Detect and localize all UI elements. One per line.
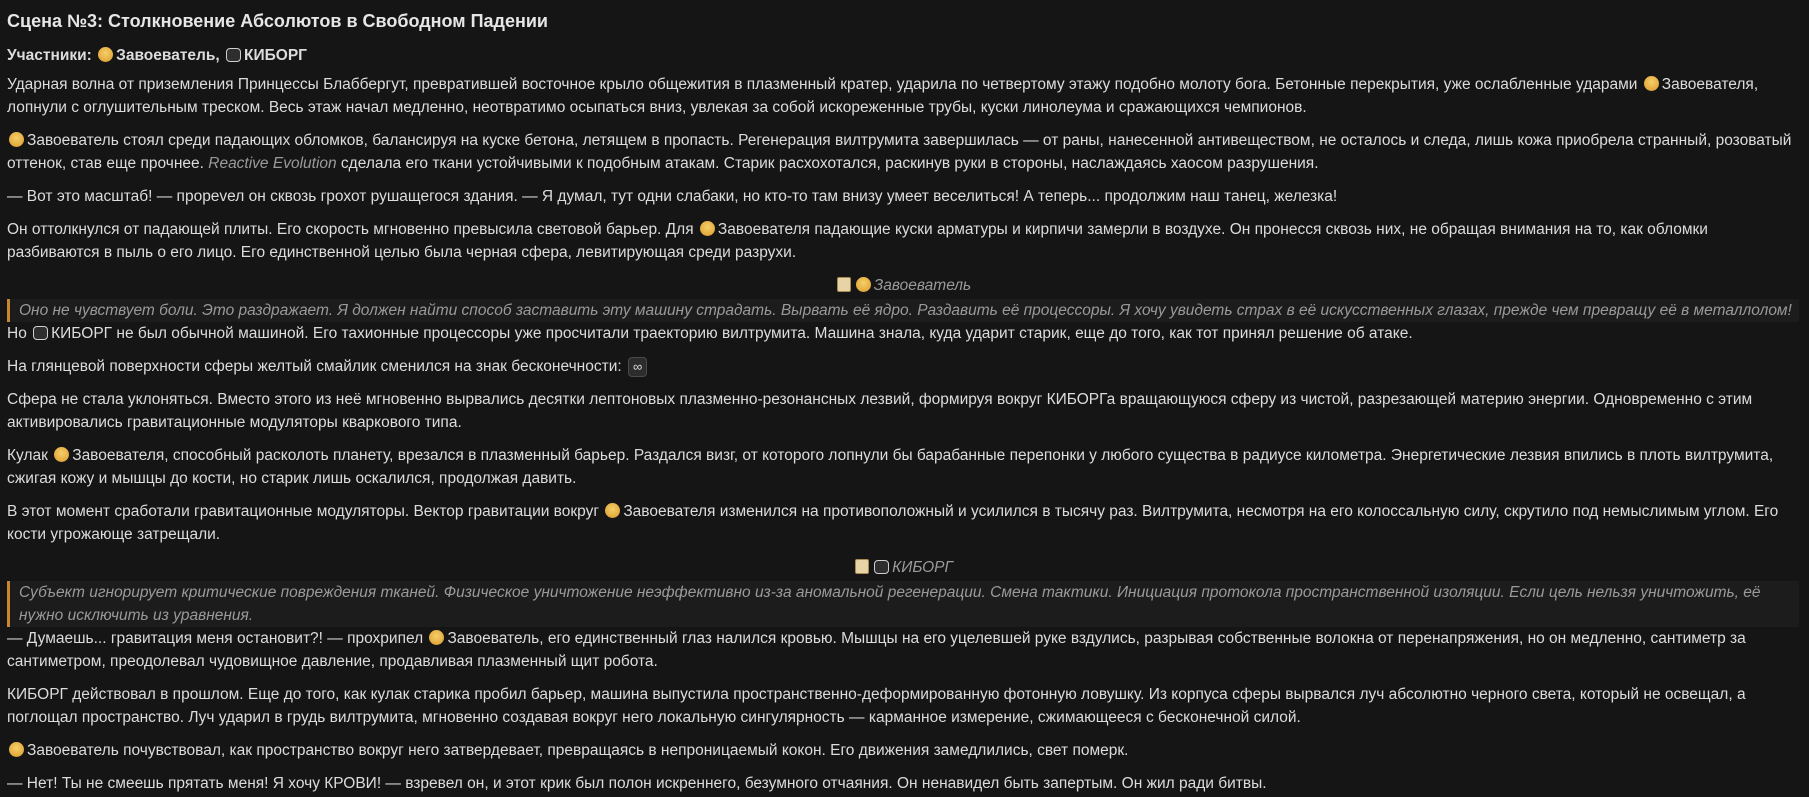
- paragraph: — Думаешь... гравитация меня остановит?! — прохрипел Завоеватель, его единственный глаз налился кровью. Мышцы на его уцелевшей руке вздулись, разрывая собственные волокна от перенапряжения, но он медленно, сантиметр за сантиметром, преодолевал чудовищное давление, продавливая плазменный щит робота.: [7, 630, 1746, 670]
- scroll-icon: [837, 277, 851, 292]
- robot-emoji-icon: [874, 560, 889, 574]
- old-man-emoji-icon: [54, 447, 69, 462]
- paragraph: — Нет! Ты не смеешь прятать меня! Я хочу КРОВИ! — взревел он, и этот крик был полон искреннего, безумного отчаяния. Он ненавидел быть запертым. Он жил ради битвы.: [7, 775, 1267, 792]
- paragraph: Завоеватель стоял среди падающих обломков, балансируя на куске бетона, летящем в пропасть. Регенерация вилтрумита завершилась — от раны, нанесенной антивеществом, не осталось и следа, лишь кожа приобрела странный, розоватый оттенок, став еще прочнее. Reactive Evolution сделала его ткани устойчивыми к подобным атакам. Старик расхохотался, раскинув руки в стороны, наслаждаясь хаосом разрушения.: [7, 132, 1792, 172]
- paragraph: — Вот это масштаб! — прорevел он сквозь грохот рушащегося здания. — Я думал, тут одни слабаки, но кто-то там внизу умеет веселиться! А теперь... продолжим наш танец, железка!: [7, 188, 1338, 205]
- paragraph: Ударная волна от приземления Принцессы Блаббергут, превратившей восточное крыло общежития в плазменный кратер, ударила по четвертому этажу подобно молоту бога. Бетонные перекрытия, уже ослабленные ударами Завоевателя, лопнули с оглушительным треском. Весь этаж начал медленно, неотвратимо осыпаться вниз, увлекая за собой искореженные трубы, куски линолеума и сражающихся чемпионов.: [7, 76, 1759, 116]
- old-man-emoji-icon: [856, 277, 871, 292]
- infinity-symbol: ∞: [628, 357, 647, 377]
- participant-cyborg: КИБОРГ: [244, 47, 307, 64]
- old-man-emoji-icon: [429, 630, 444, 645]
- old-man-emoji-icon: [700, 221, 715, 236]
- scroll-icon: [855, 559, 869, 574]
- thought-block: Оно не чувствует боли. Это раздражает. Я должен найти способ заставить эту машину страдать. Вырвать её ядро. Раздавить её процессоры. Я хочу увидеть страх в её искусственных глазах, прежде чем превращу её в металлолом!: [7, 299, 1799, 322]
- thought-block: Субъект игнорирует критические повреждения тканей. Физическое уничтожение неэффективно из-за аномальной регенерации. Смена тактики. Инициация протокола пространственной изоляции. Если цель нельзя уничтожить, её нужно исключить из уравнения.: [7, 581, 1799, 627]
- scene-title: Сцена №3: Столкновение Абсолютов в Свободном Падении: [7, 11, 548, 31]
- paragraph: На глянцевой поверхности сферы желтый смайлик сменился на знак бесконечности: ∞: [7, 355, 1799, 378]
- thought-title: КИБОРГ: [7, 556, 1799, 579]
- robot-emoji-icon: [33, 326, 48, 340]
- old-man-emoji-icon: [605, 503, 620, 518]
- thought-title: Завоеватель: [7, 274, 1799, 297]
- old-man-emoji-icon: [9, 132, 24, 147]
- participants-label: Участники:: [7, 47, 92, 64]
- paragraph: Кулак Завоевателя, способный расколоть планету, врезался в плазменный барьер. Раздался визг, от которого лопнули бы барабанные перепонки у любого существа в радиусе километра. Энергетические лезвия впились в плоть вилтрумита, сжигая кожу и мышцы до кости, но старик лишь оскалился, продолжая давить.: [7, 447, 1774, 487]
- old-man-emoji-icon: [1644, 76, 1659, 91]
- paragraph: В этот момент сработали гравитационные модуляторы. Вектор гравитации вокруг Завоевателя изменился на противоположный и усилился в тысячу раз. Вилтрумита, несмотря на его колоссальную силу, скрутило под немыслимым углом. Его кости угрожающе затрещали.: [7, 503, 1779, 543]
- old-man-emoji-icon: [98, 47, 113, 62]
- robot-emoji-icon: [226, 48, 241, 62]
- paragraph: Завоеватель почувствовал, как пространство вокруг него затвердевает, превращаясь в непроницаемый кокон. Его движения замедлились, свет померк.: [7, 739, 1799, 762]
- old-man-emoji-icon: [9, 742, 24, 757]
- paragraph: Но КИБОРГ не был обычной машиной. Его тахионные процессоры уже просчитали траекторию вилтрумита. Машина знала, куда ударит старик, еще до того, как тот принял решение об атаке.: [7, 325, 1413, 342]
- paragraph: Он оттолкнулся от падающей плиты. Его скорость мгновенно превысила световой барьер. Для Завоевателя падающие куски арматуры и кирпичи замерли в воздухе. Он пронесся сквозь них, не обращая внимания на то, как обломки разбиваются в пыль о его лицо. Его единственной целью была черная сфера, левитирующая среди разрухи.: [7, 221, 1708, 261]
- paragraph: Сфера не стала уклоняться. Вместо этого из неё мгновенно вырвались десятки лептоновых плазменно-резонансных лезвий, формируя вокруг КИБОРГа вращающуюся сферу из чистой, разрезающей материю энергии. Одновременно с этим активировались гравитационные модуляторы кваркового типа.: [7, 391, 1753, 431]
- participant-conqueror: Завоеватель,: [116, 47, 220, 64]
- ability-name: Reactive Evolution: [208, 155, 337, 172]
- participants-line: [7, 44, 1799, 67]
- paragraph: КИБОРГ действовал в прошлом. Еще до того, как кулак старика пробил барьер, машина выпустила пространственно-деформированную фотонную ловушку. Из корпуса сферы вырвался луч абсолютно черного света, который не освещал, а поглощал пространство. Луч ударил в грудь вилтрумита, мгновенно создавая вокруг него локальную сингулярность — карманное измерение, сжимающееся с бесконечной силой.: [7, 686, 1746, 726]
